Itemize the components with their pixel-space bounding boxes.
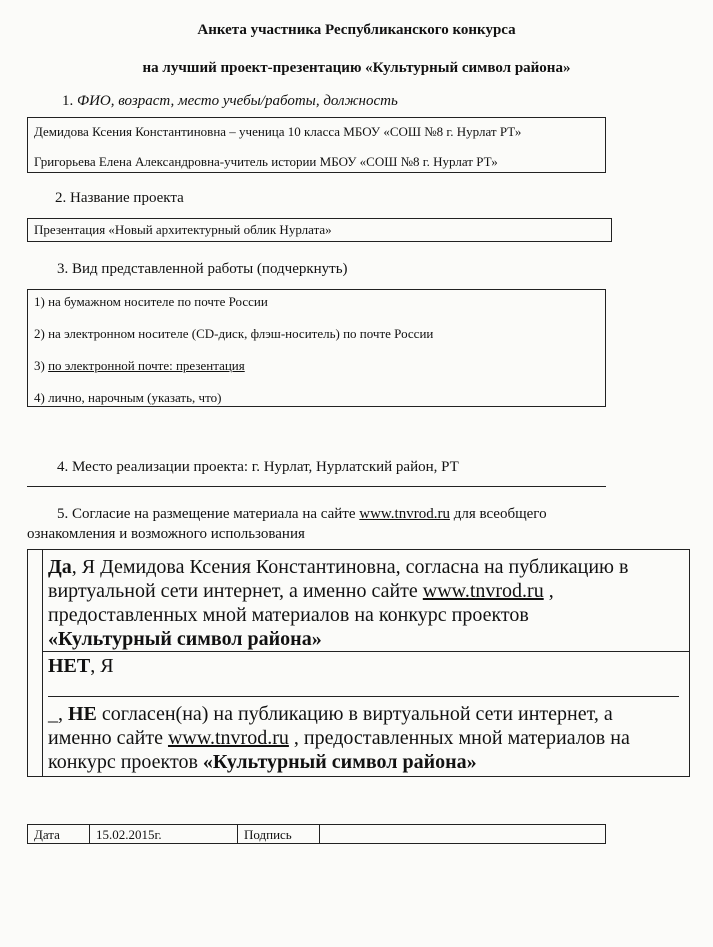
consent-table-left-rule xyxy=(42,550,43,776)
form-title-line1: Анкета участника Республиканского конкурса xyxy=(197,22,516,38)
work-type-option-3-selected: 3) по электронной почте: презентация xyxy=(34,358,245,373)
section1-box xyxy=(27,117,606,173)
consent-table xyxy=(27,549,690,777)
section5-heading-line1: 5. Согласие на размещение материала на сайте www.tnvrod.ru для всеобщего xyxy=(57,506,547,522)
signature-label: Подпись xyxy=(238,825,320,843)
consent-no-name-blank xyxy=(48,678,683,702)
consent-yes-text: Да, Я Демидова Ксения Константиновна, согласна на публикацию в виртуальной сети интернет, а именно сайте www.tnvrod.ru , предоставленных мной материалов на конкурс проектов «Культурный символ района» xyxy=(48,556,629,650)
section4-number: 4. xyxy=(57,459,69,475)
site-link[interactable]: www.tnvrod.ru xyxy=(359,506,450,522)
section3-number: 3. xyxy=(57,261,69,277)
date-value: 15.02.2015г. xyxy=(90,825,238,843)
section1-label: ФИО, возраст, место учебы/работы, должность xyxy=(77,93,398,109)
participant-row-2: Григорьева Елена Александровна-учитель истории МБОУ «СОШ №8 г. Нурлат РТ» xyxy=(34,154,498,169)
consent-row-divider xyxy=(42,651,689,652)
work-type-box xyxy=(27,289,606,407)
form-title-line2: на лучший проект-презентацию «Культурный символ района» xyxy=(142,60,571,76)
section1-number: 1. xyxy=(62,93,74,109)
section5-heading-line2: ознакомления и возможного использования xyxy=(27,526,305,542)
section4-heading xyxy=(57,459,459,476)
section1-heading xyxy=(62,93,398,110)
project-name-value: Презентация «Новый архитектурный облик Нурлата» xyxy=(34,222,332,237)
work-type-option-2: 2) на электронном носителе (CD-диск, флэш-носитель) по почте России xyxy=(34,326,434,341)
section2-label: Название проекта xyxy=(70,190,184,206)
section2-heading xyxy=(55,190,184,207)
section4-underline xyxy=(27,486,606,487)
participant-row-1: Демидова Ксения Константиновна – ученица 10 класса МБОУ «СОШ №8 г. Нурлат РТ» xyxy=(34,124,522,139)
consent-no-text: НЕТ, Я _, НЕ согласен(на) на публикацию в виртуальной сети интернет, а именно сайте www.tnvrod.ru , предоставленных мной материалов на конкурс проектов «Культурный символ района» xyxy=(48,654,683,774)
signature-field[interactable] xyxy=(320,825,605,843)
work-type-option-1: 1) на бумажном носителе по почте России xyxy=(34,294,268,309)
project-name-box xyxy=(27,218,612,242)
section3-label: Вид представленной работы (подчеркнуть) xyxy=(72,261,348,277)
work-type-option-4: 4) лично, нарочным (указать, что) xyxy=(34,390,222,405)
location-text: Место реализации проекта: г. Нурлат, Нурлатский район, РТ xyxy=(72,459,459,475)
date-label: Дата xyxy=(28,825,90,843)
section2-number: 2. xyxy=(55,190,67,206)
date-signature-row xyxy=(27,824,606,844)
section3-heading xyxy=(57,261,348,278)
